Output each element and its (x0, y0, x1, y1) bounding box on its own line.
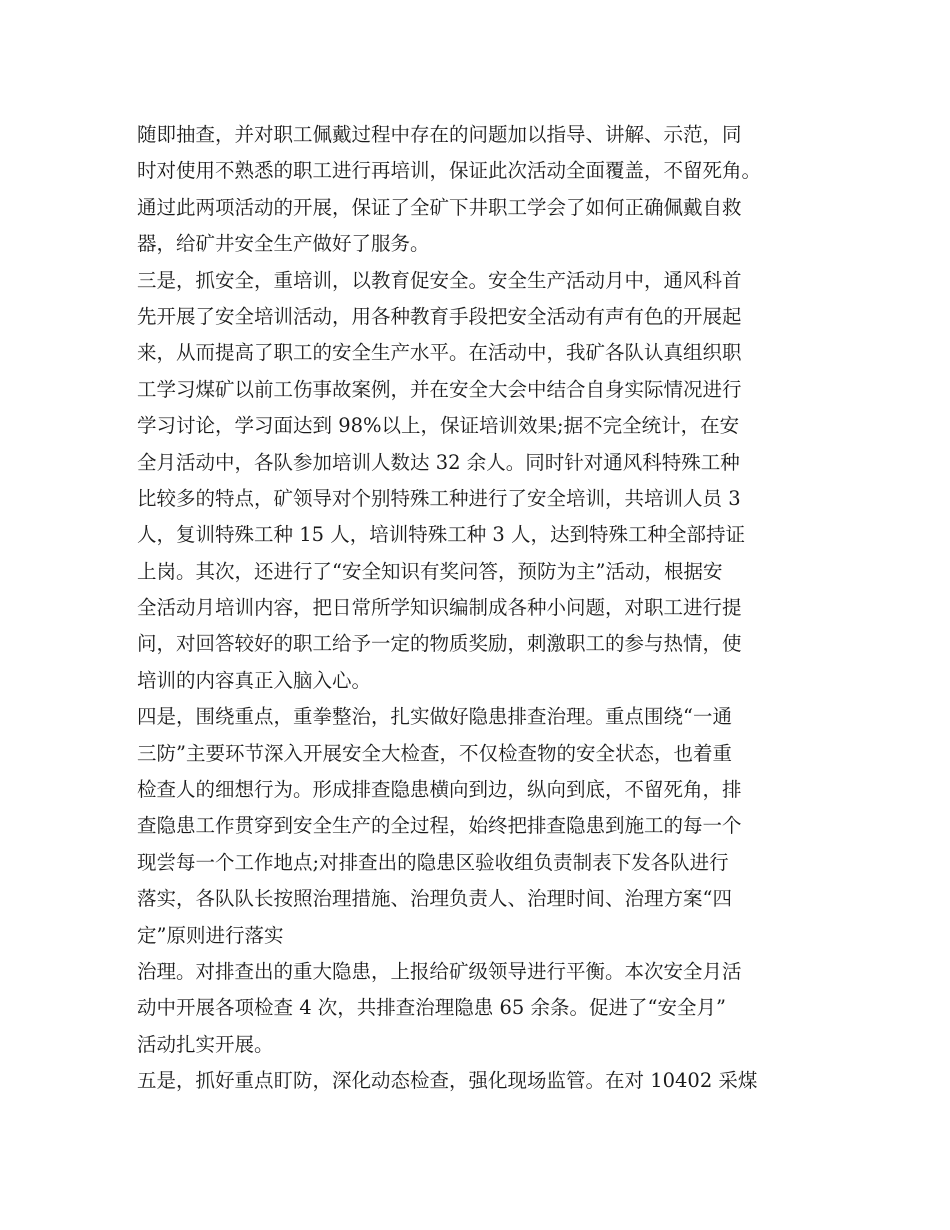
text-line: 问，对回答较好的职工给予一定的物质奖励，刺激职工的参与热情，使 (137, 632, 742, 656)
text-line: 定”原则进行落实 (137, 923, 284, 947)
text-line: 学习讨论，学习面达到 98%以上，保证培训效果;据不完全统计，在安 (137, 414, 740, 438)
text-line: 检查人的细想行为。形成排查隐患横向到边，纵向到底，不留死角，排 (137, 778, 742, 802)
text-line: 工学习煤矿以前工伤事故案例，并在安全大会中结合自身实际情况进行 (137, 377, 742, 401)
text-line: 查隐患工作贯穿到安全生产的全过程，始终把排查隐患到施工的每一个 (137, 814, 742, 838)
text-line: 随即抽查，并对职工佩戴过程中存在的问题加以指导、讲解、示范，同 (137, 123, 742, 146)
text-line: 上岗。其次，还进行了“安全知识有奖问答，预防为主”活动，根据安 (137, 559, 723, 583)
text-line: 现尝每一个工作地点;对排查出的隐患区验收组负责制表下发各队进行 (137, 850, 729, 874)
text-line: 比较多的特点，矿领导对个别特殊工种进行了安全培训，共培训人员 3 (137, 486, 741, 510)
text-line: 三防”主要环节深入开展安全大检查，不仅检查物的安全状态，也着重 (137, 741, 732, 765)
text-line: 三是，抓安全，重培训，以教育促安全。安全生产活动月中，通风科首 (137, 268, 742, 292)
text-line: 五是，抓好重点盯防，深化动态检查，强化现场监管。在对 10402 采煤 (137, 1069, 758, 1093)
text-line: 时对使用不熟悉的职工进行再培训，保证此次活动全面覆盖，不留死角。 (137, 159, 762, 183)
text-line: 通过此两项活动的开展，保证了全矿下井职工学会了如何正确佩戴自救 (137, 195, 742, 219)
text-line: 全月活动中，各队参加培训人数达 32 余人。同时针对通风科特殊工种 (137, 450, 740, 474)
text-line: 器，给矿井安全生产做好了服务。 (137, 232, 430, 256)
text-line: 治理。对排查出的重大隐患，上报给矿级领导进行平衡。本次安全月活 (137, 959, 742, 983)
text-line: 落实，各队队长按照治理措施、治理负责人、治理时间、治理方案“四 (137, 887, 732, 911)
text-line: 四是，围绕重点，重拳整治，扎实做好隐患排查治理。重点围绕“一通 (137, 705, 732, 729)
text-line: 来，从而提高了职工的安全生产水平。在活动中，我矿各队认真组织职 (137, 341, 742, 365)
text-line: 培训的内容真正入脑入心。 (137, 668, 372, 692)
body-text (137, 117, 837, 1100)
text-line: 先开展了安全培训活动，用各种教育手段把安全活动有声有色的开展起 (137, 304, 742, 328)
text-line: 全活动月培训内容，把日常所学知识编制成各种小问题，对职工进行提 (137, 596, 742, 620)
text-line: 动中开展各项检查 4 次，共排查治理隐患 65 余条。促进了“安全月” (137, 996, 726, 1020)
text-line: 人，复训特殊工种 15 人，培训特殊工种 3 人，达到特殊工种全部持证 (137, 523, 746, 547)
text-line: 活动扎实开展。 (137, 1032, 274, 1056)
